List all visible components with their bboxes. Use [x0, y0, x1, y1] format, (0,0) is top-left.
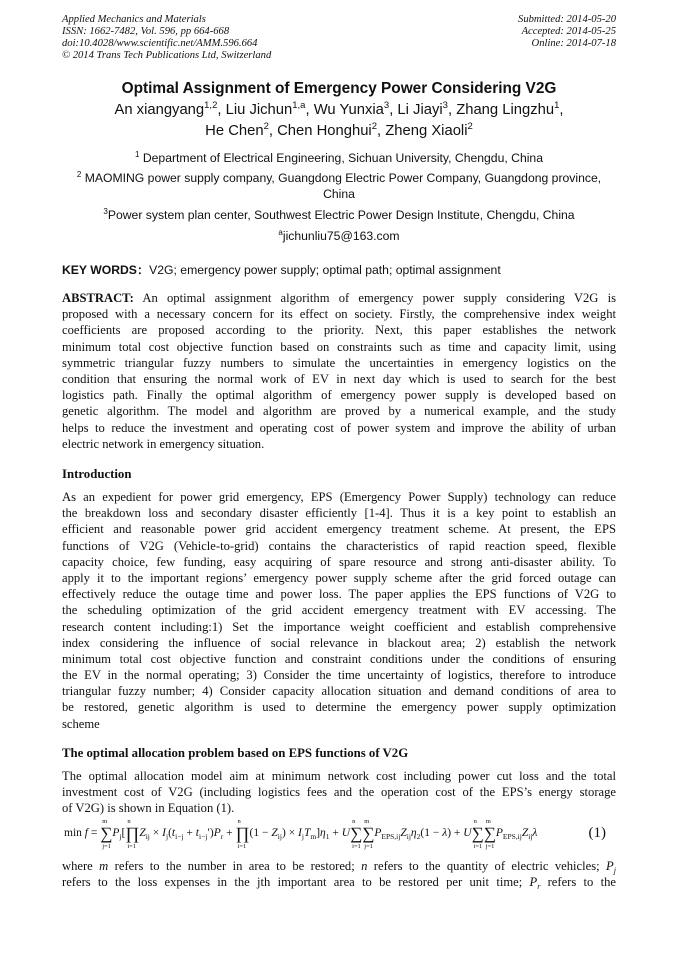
author: Zhang Lingzhu: [456, 102, 555, 118]
keywords: [62, 261, 616, 278]
section-heading-optimal-allocation: The optimal allocation problem based on EPS functions of V2G: [62, 746, 409, 760]
corresponding-email: $^a$jichunliu75@163.com: [278, 228, 400, 243]
journal-doi: doi:10.4028/www.scientific.net/AMM.596.664: [62, 38, 258, 49]
author: Li Jiayi: [397, 102, 443, 118]
journal-info: [62, 14, 271, 62]
date-online: Online: 2014-07-18: [531, 38, 616, 49]
keywords-text: V2G; emergency power supply; optimal path; optimal assignment: [149, 263, 501, 277]
introduction-body: As an expedient for power grid emergency, EPS (Emergency Power Supply) technology can reduce the breakdown loss and secondary disaster efficiently [1-4]. Thus it is a key point to establish an efficient and reasonable power grid accident emergency treatment scheme. At present, the EPS functions of V2G (Vehicle-to-grid) contains the characteristics of rapid reaction speed, flexible capacity choice, few funding, easy acquiring of spare resource and strong anti-disaster ability. To apply it to the important regions’ emergency power supply scheme after the grid forced outage can effectively reduce the outage time and power loss. The paper applies the EPS functions of V2G to the scheduling optimization of the grid accident emergency treatment with EV accessing. The research content including:1) Set the importance weight coefficient and establish comprehensive index considering the influence of social relevance in blackout area; 2) establish the network minimum total cost objective function and constraint conditions under the conditions of ensuring the EV in the normal operating; 3) Consider the time uncertainty of logistics, therefore to introduce triangular fuzzy number; 4) Consider capacity allocation situation and demand conditions of area to be restored, genetic algorithm is used to determine the emergency power supply optimization scheme: [62, 490, 616, 731]
author: Liu Jichun: [225, 102, 293, 118]
section-heading-introduction: Introduction: [62, 467, 132, 481]
submission-dates: [518, 14, 616, 50]
journal-copyright: © 2014 Trans Tech Publications Ltd, Switzerland: [62, 50, 272, 61]
affiliation-3: $^3$Power system plan center, Southwest Electric Power Design Institute, Chengdu, China: [103, 207, 575, 222]
section-body: The optimal allocation model aim at minimum network cost including power cut loss and the total investment cost of V2G (including logistics fees and the operation cost of the EPS’s energy storage of V2G) is shown in Equation (1).: [62, 769, 616, 816]
equation-explanation: where m refers to the number in area to be restored; n refers to the quantity of electric vehicles; $P_j$ refers to the loss expenses in the jth important area to be restored per unit time; $P_r$ refers to the: [62, 859, 616, 892]
equation-1: [62, 815, 616, 855]
abstract: ABSTRACT: An optimal assignment algorithm of emergency power supply considering V2G is proposed with a necessary concern for its effect on society. Firstly, the comprehensive index weight coefficients are proposed according to the priority. Next, this paper establishes the network minimum total cost objective function based on constraints such as time and capacity limit, using symmetric triangular fuzzy numbers to simulate the uncertainties in emergency logistics on the condition that ensuring the normal work of EV in next day which is used to search for the best logistics path. Finally the optimal algorithm of emergency power supply is developed based on genetic algorithm. The model and algorithm are proved by a numerical example, and the study helps to reduce the investment and operating cost of power system and improve the ability of urban electric network in emergency situation.: [62, 291, 616, 451]
affiliation-2: $^2$ MAOMING power supply company, Guangdong Electric Power Company, Guangdong province, China: [76, 170, 602, 201]
author: Wu Yunxia: [313, 102, 384, 118]
author: Chen Honghui: [277, 123, 372, 139]
affiliation-1: $^1$ Department of Electrical Engineering, Sichuan University, Chengdu, China: [135, 150, 543, 165]
author: He Chen: [205, 123, 264, 139]
journal-name: Applied Mechanics and Materials: [62, 14, 206, 25]
equation-formula: min f = ∑ m j=1 $P_j[\prod$ n i=1 $Z_{ij} \times I_j(t_{i-j} + t_{i-j}')P_r$ + ∏ n i=1 $(1 - Z_{ij}) \times I_jT_m]\eta_1 + U\sum$ n i=1 ∑ m j=1 $P_{EPS,ij}Z_{ij}\eta_2(1 - \lambda) + U\sum$ n i=1 ∑ m j=1 $P_{EPS,ij}Z_{ij}\lambda$: [64, 818, 538, 850]
keywords-label: KEY WORDS：: [62, 263, 150, 277]
paper-title: Optimal Assignment of Emergency Power Considering V2G: [121, 80, 557, 97]
journal-issn: ISSN: 1662-7482, Vol. 596, pp 664-668: [62, 26, 230, 37]
author-list: An xiangyang$^{1,2}$, Liu Jichun$^{1,a}$, Wu Yunxia$^3$, Li Jiayi$^3$, Zhang Lingzhu$^1$, He Chen$^2$, Chen Honghui$^2$, Zheng Xiaoli$^2$: [114, 100, 564, 139]
author: Zheng Xiaoli: [385, 123, 468, 139]
date-accepted: Accepted: 2014-05-25: [521, 26, 616, 37]
abstract-label: ABSTRACT:: [62, 291, 134, 305]
equation-number: (1): [588, 825, 606, 841]
author: An xiangyang: [114, 102, 205, 118]
date-submitted: Submitted: 2014-05-20: [518, 14, 616, 25]
